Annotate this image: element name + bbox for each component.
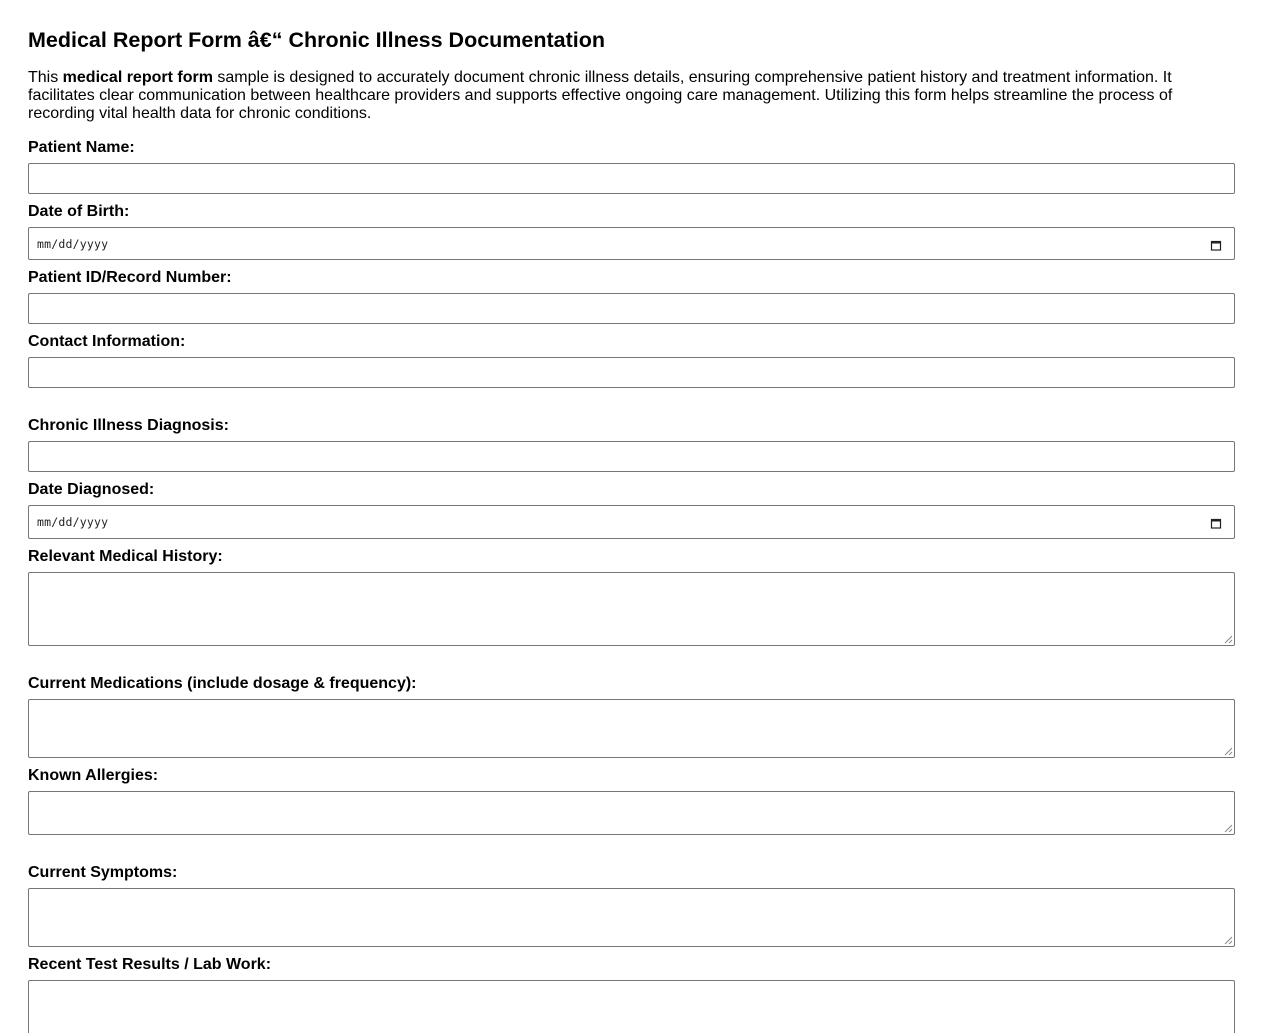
diagnosis-input[interactable] <box>28 441 1235 472</box>
calendar-icon[interactable] <box>1210 516 1222 528</box>
date-of-birth-input[interactable] <box>28 227 1235 260</box>
date-of-birth-placeholder: mm/dd/yyyy <box>37 236 109 251</box>
patient-name-input[interactable] <box>28 163 1235 194</box>
resize-handle-icon[interactable] <box>1224 747 1233 756</box>
patient-name-label: Patient Name: <box>28 139 135 156</box>
known-allergies-label: Known Allergies: <box>28 767 159 784</box>
resize-handle-icon[interactable] <box>1224 936 1233 945</box>
page-title: Medical Report Form â€“ Chronic Illness Documentation <box>28 28 606 52</box>
intro-bold-phrase: medical report form <box>62 69 213 86</box>
diagnosis-label: Chronic Illness Diagnosis: <box>28 417 229 434</box>
current-symptoms-textarea[interactable] <box>28 888 1235 947</box>
date-diagnosed-placeholder: mm/dd/yyyy <box>37 515 109 529</box>
test-results-textarea[interactable] <box>28 980 1235 1033</box>
date-diagnosed-label: Date Diagnosed: <box>28 481 155 498</box>
intro-suffix: sample is designed to accurately document chronic illness details, ensuring comprehensive patient history and treatment information. It facilitates clear communication between healthcare providers and supports effective ongoing care management. Utilizing this form helps streamline the process of recording vital health data for chronic conditions. <box>28 69 1173 122</box>
date-of-birth-label: Date of Birth: <box>28 203 130 220</box>
medical-history-textarea[interactable] <box>28 572 1235 646</box>
medical-history-label: Relevant Medical History: <box>28 548 223 565</box>
contact-info-label: Contact Information: <box>28 333 186 350</box>
known-allergies-textarea[interactable] <box>28 791 1235 835</box>
intro-prefix: This <box>28 69 63 86</box>
calendar-icon[interactable] <box>1210 238 1222 250</box>
current-medications-label: Current Medications (include dosage & frequency): <box>28 675 417 692</box>
patient-id-label: Patient ID/Record Number: <box>28 269 232 286</box>
resize-handle-icon[interactable] <box>1224 635 1233 644</box>
intro-paragraph <box>28 69 1188 123</box>
resize-handle-icon[interactable] <box>1224 824 1233 833</box>
test-results-label: Recent Test Results / Lab Work: <box>28 956 272 973</box>
current-symptoms-label: Current Symptoms: <box>28 864 178 881</box>
contact-info-input[interactable] <box>28 357 1235 388</box>
patient-id-input[interactable] <box>28 293 1235 324</box>
date-diagnosed-input[interactable] <box>28 505 1235 539</box>
current-medications-textarea[interactable] <box>28 699 1235 758</box>
